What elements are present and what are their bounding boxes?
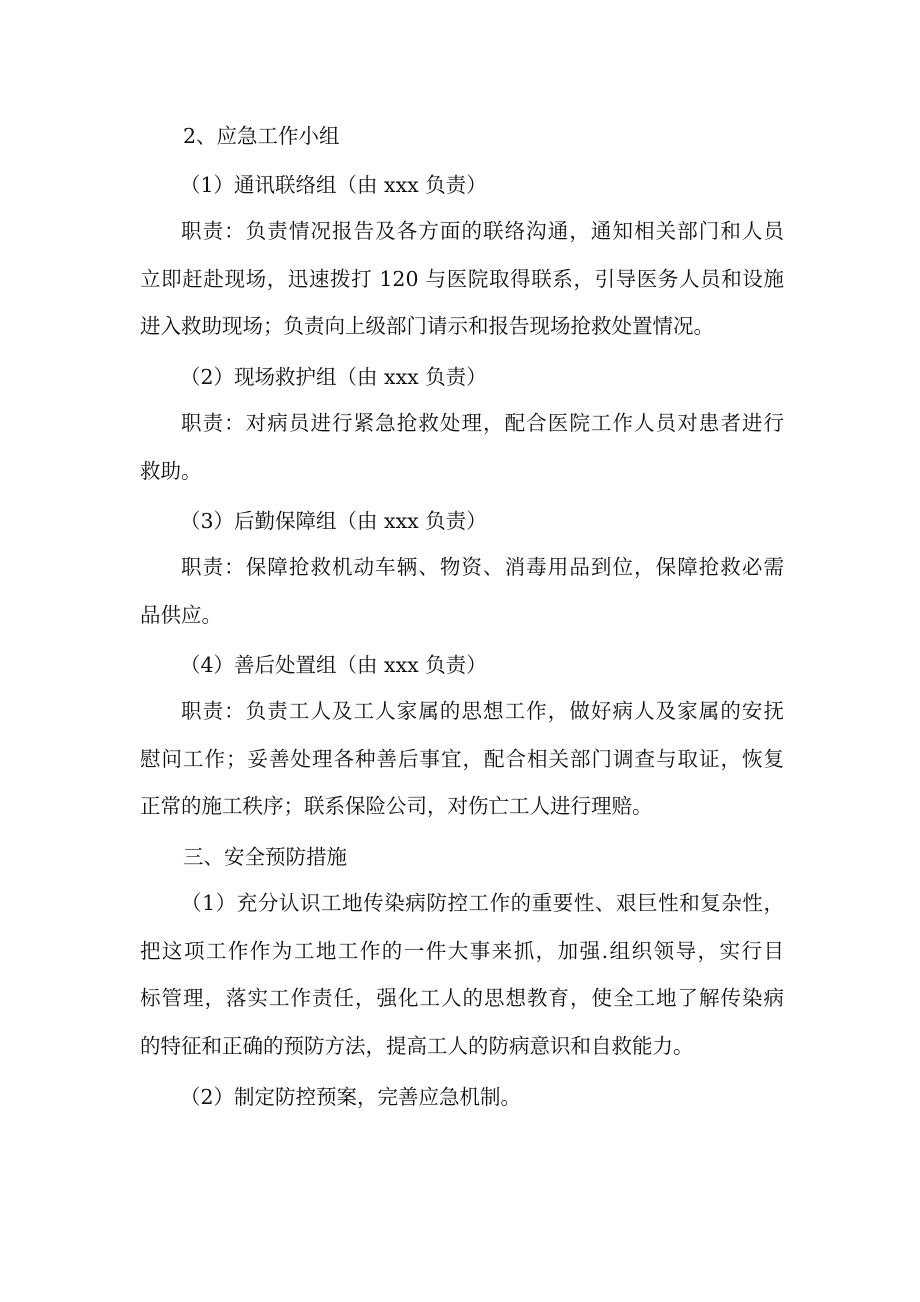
text-line: 职责：对病员进行紧急抢救处理，配合医院工作人员对患者进行 bbox=[181, 411, 784, 435]
text-line: 标管理，落实工作责任，强化工人的思想教育，使全工地了解传染病 bbox=[140, 986, 784, 1010]
section-heading-emergency-team: 2、应急工作小组 bbox=[183, 124, 340, 148]
group-title-communication: （1）通讯联络组（由 xxx 负责） bbox=[180, 173, 487, 197]
group-duty-rescue bbox=[140, 400, 784, 495]
text-line: 职责：负责工人及工人家属的思想工作，做好病人及家属的安抚 bbox=[181, 699, 784, 723]
text-line: 职责：保障抢救机动车辆、物资、消毒用品到位，保障抢救必需 bbox=[181, 555, 784, 579]
text-line: 慰问工作；妥善处理各种善后事宜，配合相关部门调查与取证，恢复 bbox=[140, 746, 784, 771]
text-line: 品供应。 bbox=[140, 602, 222, 627]
text-line: 救助。 bbox=[140, 458, 202, 483]
group-duty-communication bbox=[140, 208, 784, 351]
text-line: 的特征和正确的预防方法，提高工人的防病意识和自救能力。 bbox=[140, 1033, 694, 1058]
group-title-logistics: （3）后勤保障组（由 xxx 负责） bbox=[180, 509, 487, 533]
measure-1 bbox=[140, 880, 784, 1070]
group-duty-logistics bbox=[140, 544, 784, 639]
group-title-rescue: （2）现场救护组（由 xxx 负责） bbox=[180, 365, 487, 389]
section-heading-prevention: 三、安全预防措施 bbox=[183, 845, 347, 869]
text-line: （1）充分认识工地传染病防控工作的重要性、艰巨性和复杂性， bbox=[181, 891, 784, 915]
text-line: 把这项工作作为工地工作的一件大事来抓，加强.组织领导，实行目 bbox=[140, 938, 784, 963]
text-line: 正常的施工秩序；联系保险公司，对伤亡工人进行理赔。 bbox=[140, 794, 653, 818]
text-line: 职责：负责情况报告及各方面的联络沟通，通知相关部门和人员 bbox=[181, 219, 784, 243]
text-line: 立即赶赴现场，迅速拨打 120 与医院取得联系，引导医务人员和设施 bbox=[140, 266, 784, 291]
group-title-aftermath: （4）善后处置组（由 xxx 负责） bbox=[180, 653, 487, 677]
measure-2: （2）制定防控预案，完善应急机制。 bbox=[180, 1085, 522, 1109]
text-line: 进入救助现场；负责向上级部门请示和报告现场抢救处置情况。 bbox=[140, 314, 714, 338]
group-duty-aftermath bbox=[140, 688, 784, 831]
